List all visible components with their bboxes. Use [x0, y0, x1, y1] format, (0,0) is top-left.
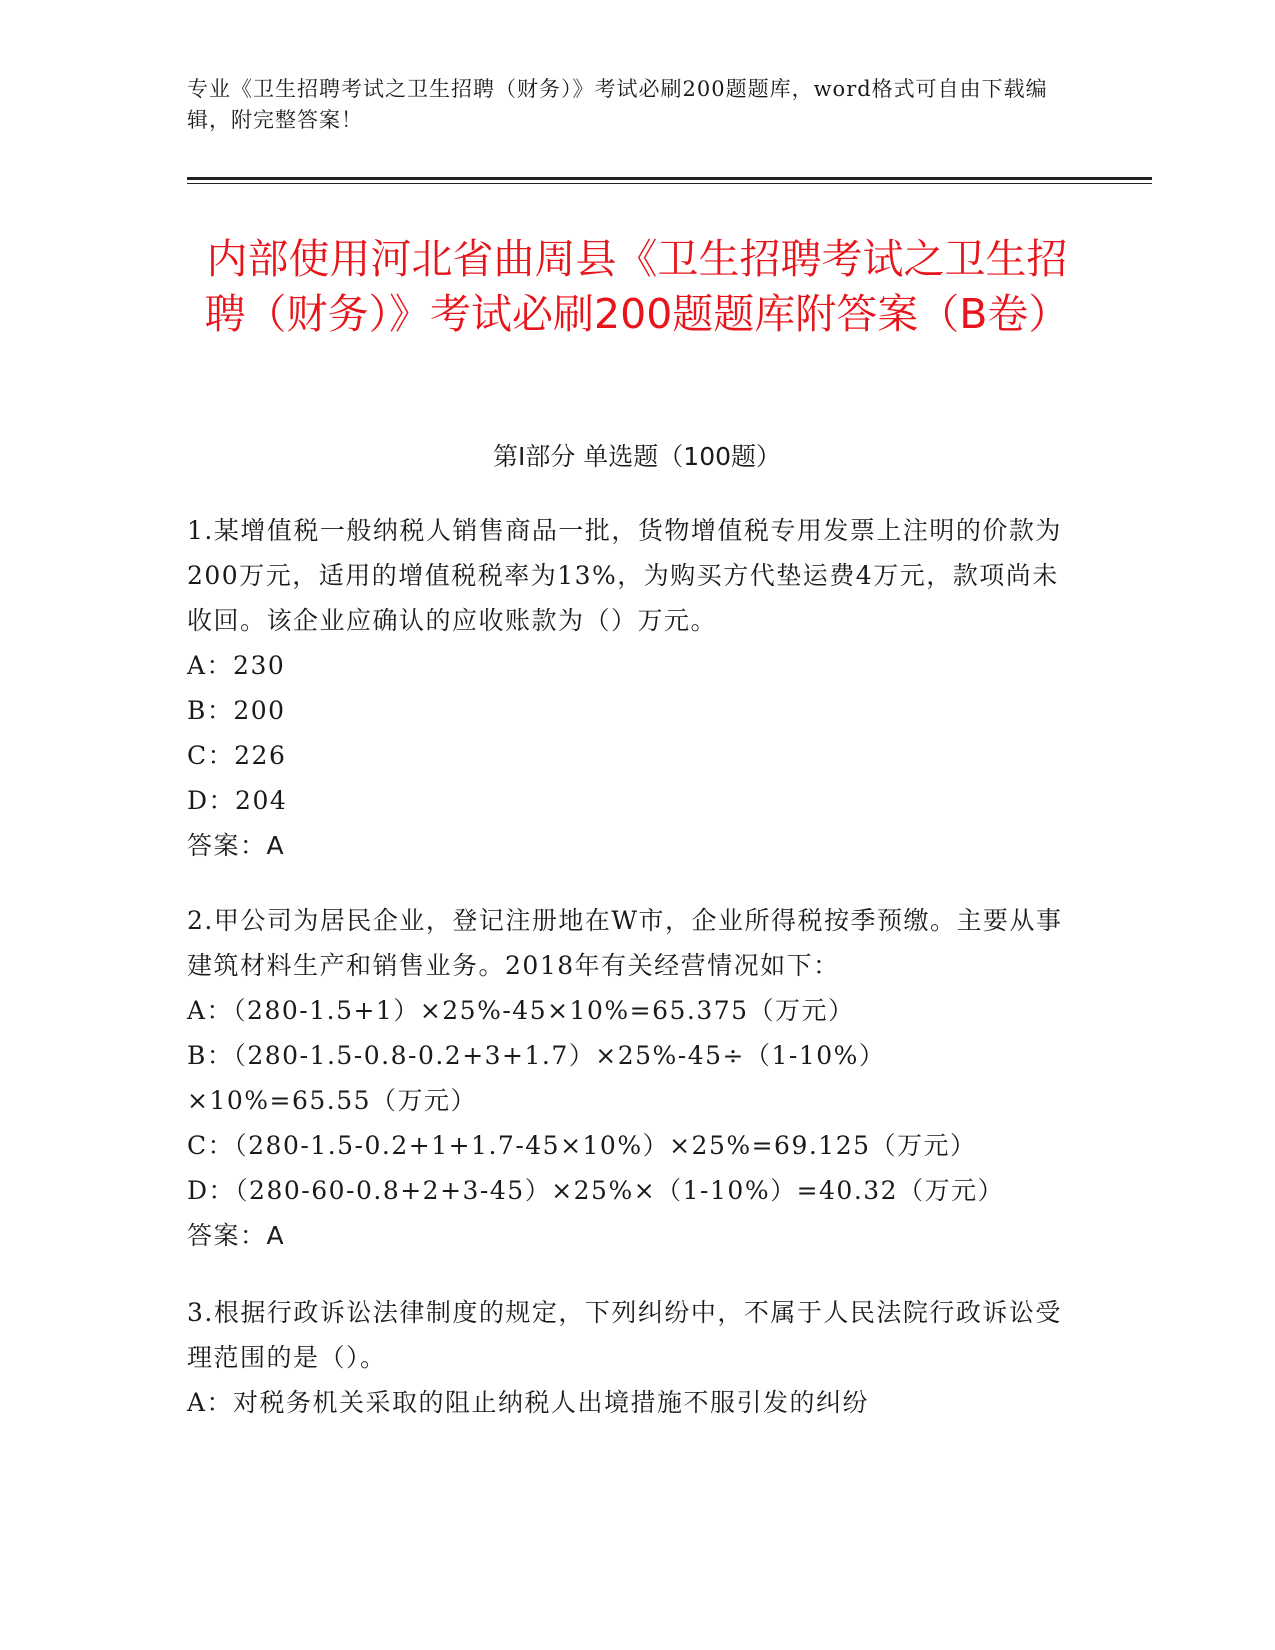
option-a: A：230: [187, 651, 286, 680]
question-3: [187, 1290, 1067, 1425]
answer: 答案：A: [187, 1221, 286, 1250]
question-1: [187, 508, 1067, 868]
document-title: 内部使用河北省曲周县《卫生招聘考试之卫生招聘（财务）》考试必刷200题题库附答案（B卷）: [204, 235, 1070, 338]
option-a: A：（280-1.5+1）×25%-45×10%=65.375（万元）: [187, 996, 855, 1025]
question-stem: 3.根据行政诉讼法律制度的规定，下列纠纷中，不属于人民法院行政诉讼受理范围的是（）。: [187, 1298, 1062, 1372]
option-b: B：（280-1.5-0.8-0.2+3+1.7）×25%-45÷（1-10%）×10%=65.55（万元）: [187, 1041, 886, 1115]
option-a: A：对税务机关采取的阻止纳税人出境措施不服引发的纠纷: [187, 1388, 870, 1417]
option-c: C：（280-1.5-0.2+1+1.7-45×10%）×25%=69.125（万元）: [187, 1131, 977, 1160]
header-divider-thin: [187, 183, 1152, 184]
option-d: D：204: [187, 786, 288, 815]
question-stem: 1.某增值税一般纳税人销售商品一批，货物增值税专用发票上注明的价款为200万元，适用的增值税税率为13%，为购买方代垫运费4万元，款项尚未收回。该企业应确认的应收账款为（）万元。: [187, 516, 1062, 635]
question-2: [187, 898, 1067, 1258]
question-stem: 2.甲公司为居民企业，登记注册地在W市，企业所得税按季预缴。主要从事建筑材料生产和销售业务。2018年有关经营情况如下：: [187, 906, 1063, 980]
option-c: C：226: [187, 741, 287, 770]
header-divider-thick: [187, 177, 1152, 180]
option-b: B：200: [187, 696, 286, 725]
answer: 答案：A: [187, 831, 286, 860]
header-text: 专业《卫生招聘考试之卫生招聘（财务）》考试必刷200题题库，word格式可自由下载编辑，附完整答案！: [187, 77, 1048, 132]
option-d: D：（280-60-0.8+2+3-45）×25%×（1-10%）=40.32（万元）: [187, 1176, 1005, 1205]
section-title: 第Ⅰ部分 单选题（100题）: [492, 442, 782, 471]
